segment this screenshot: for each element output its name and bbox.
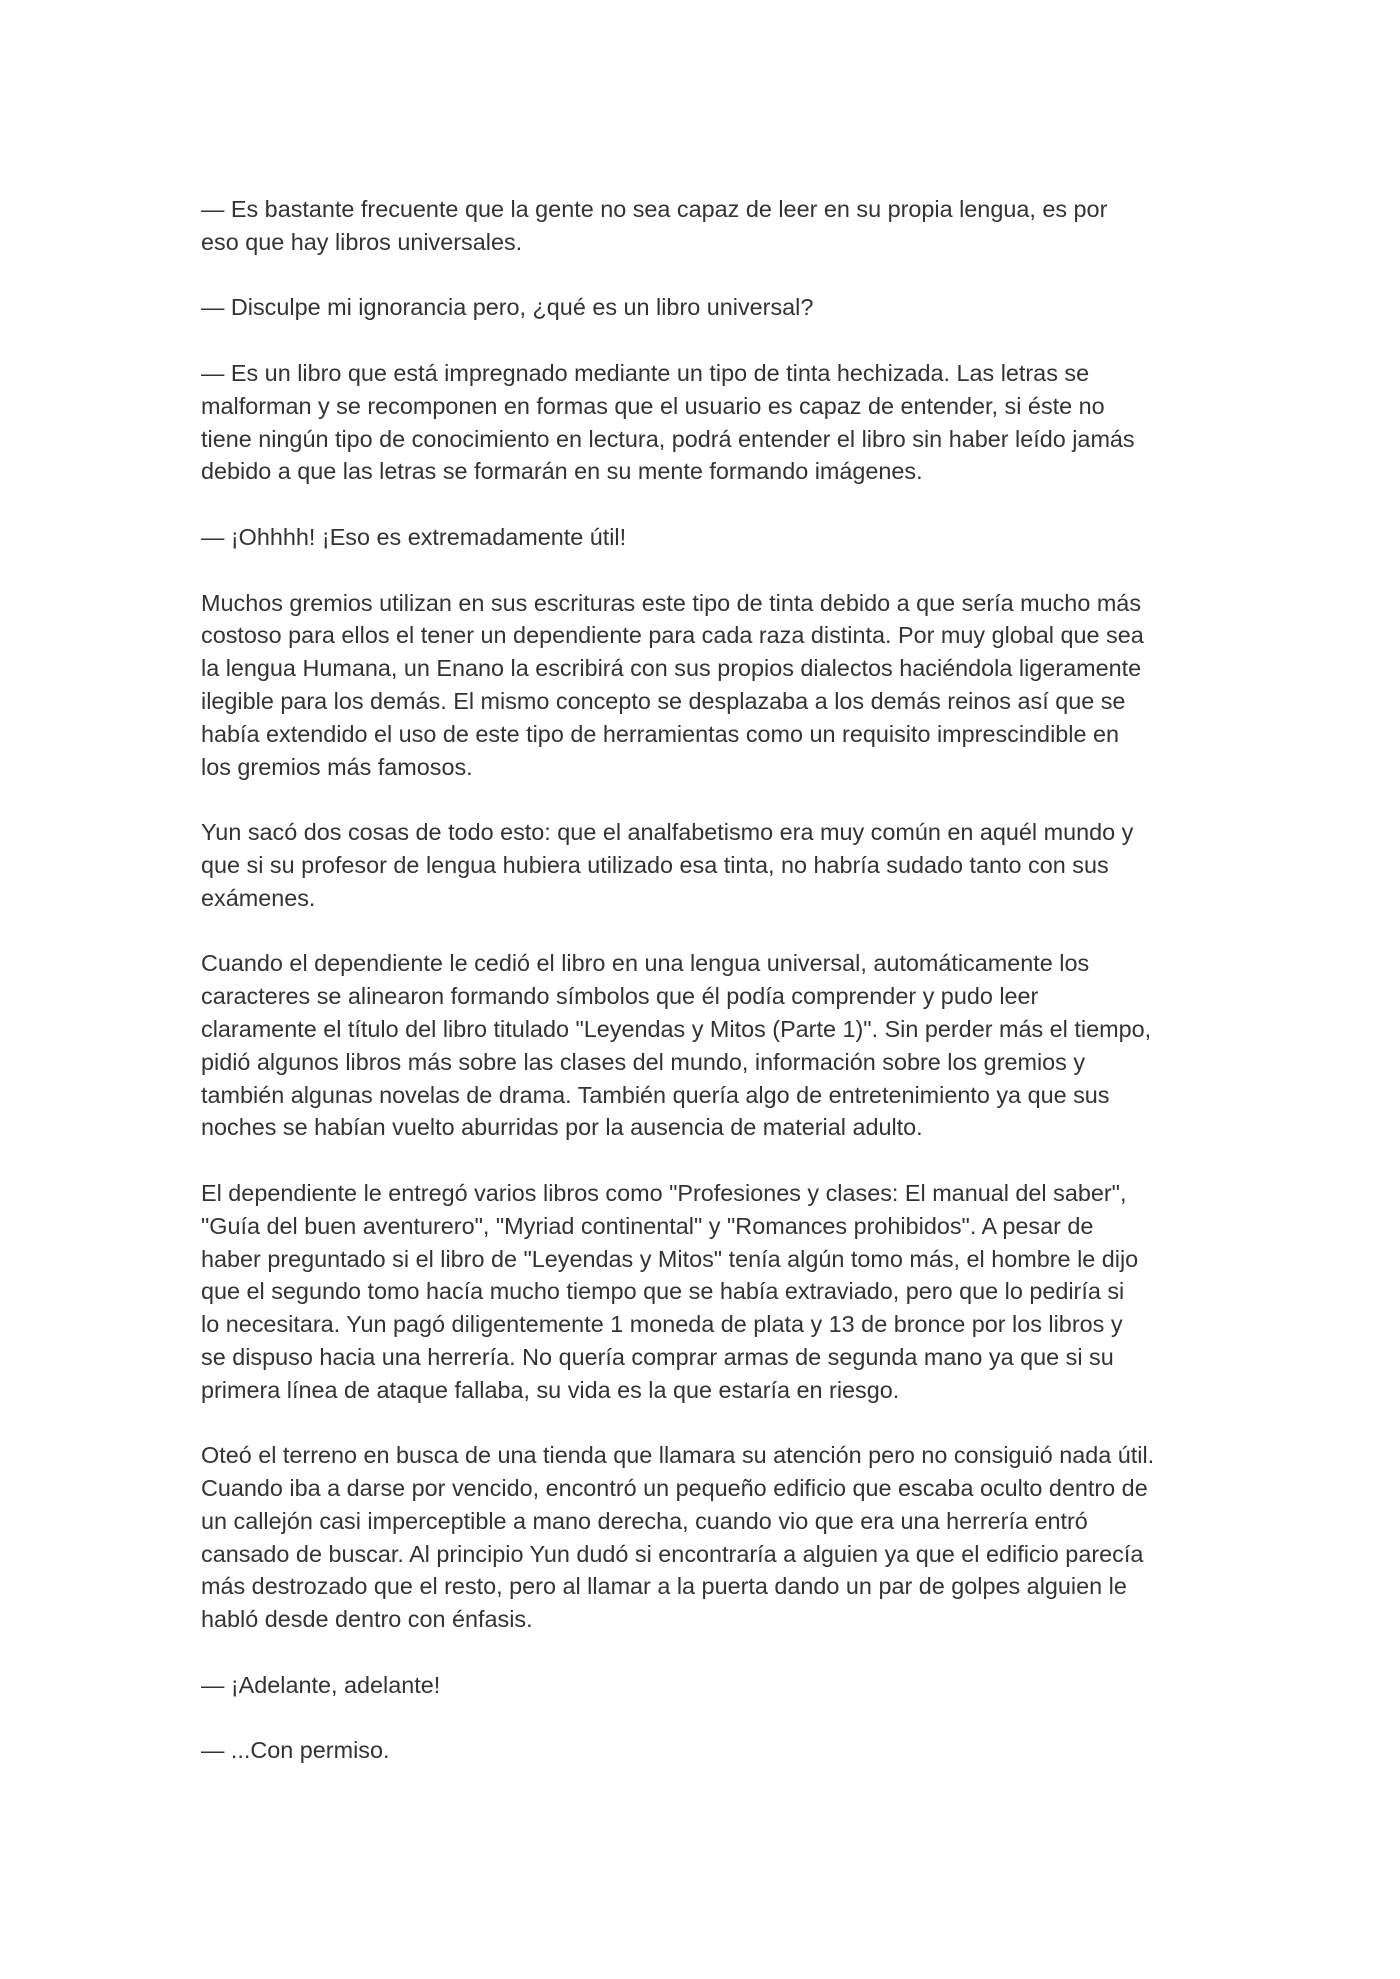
paragraph-dialogue-1: — Es bastante frecuente que la gente no sea capaz de leer en su propia lengua, es por eso que hay libros universales. [201, 196, 1108, 255]
paragraph-dialogue-2: — Disculpe mi ignorancia pero, ¿qué es un libro universal? [201, 294, 814, 321]
paragraph-dialogue-4: — ¡Ohhhh! ¡Eso es extremadamente útil! [201, 523, 627, 550]
paragraph-dialogue-5: — ¡Adelante, adelante! [201, 1671, 441, 1698]
paragraph-dialogue-6: — ...Con permiso. [201, 1737, 390, 1764]
paragraph-narration-1: Muchos gremios utilizan en sus escrituras este tipo de tinta debido a que sería mucho más costoso para ellos el tener un dependiente para cada raza distinta. Por muy global que sea la lengua Humana, un Enano la escribirá con sus propios dialectos haciéndola ligeramente ilegible para los demás. El mismo concepto se desplazaba a los demás reinos así que se había extendido el uso de este tipo de herramientas como un requisito imprescindible en los gremios más famosos. [201, 589, 1144, 780]
paragraph-narration-2: Yun sacó dos cosas de todo esto: que el analfabetismo era muy común en aquél mundo y que si su profesor de lengua hubiera utilizado esa tinta, no habría sudado tanto con sus exámenes. [201, 819, 1134, 911]
paragraph-narration-4: El dependiente le entregó varios libros como "Profesiones y clases: El manual del saber", "Guía del buen aventurero", "Myriad continental" y "Romances prohibidos". A pesar de haber preguntado si el libro de "Leyendas y Mitos" tenía algún tomo más, el hombre le dijo que el segundo tomo hacía mucho tiempo que se había extraviado, pero que lo pediría si lo necesitara. Yun pagó diligentemente 1 moneda de plata y 13 de bronce por los libros y se dispuso hacia una herrería. No quería comprar armas de segunda mano ya que si su primera línea de ataque fallaba, su vida es la que estaría en riesgo. [201, 1179, 1139, 1403]
paragraph-narration-5: Oteó el terreno en busca de una tienda que llamara su atención pero no consiguió nada útil. Cuando iba a darse por vencido, encontró un pequeño edificio que escaba oculto dentro de un callejón casi imperceptible a mano derecha, cuando vio que era una herrería entró cansado de buscar. Al principio Yun dudó si encontraría a alguien ya que el edificio parecía más destrozado que el resto, pero al llamar a la puerta dando un par de golpes alguien le habló desde dentro con énfasis. [201, 1442, 1155, 1633]
paragraph-dialogue-3: — Es un libro que está impregnado mediante un tipo de tinta hechizada. Las letras se malforman y se recomponen en formas que el usuario es capaz de entender, si éste no tiene ningún tipo de conocimiento en lectura, podrá entender el libro sin haber leído jamás debido a que las letras se formarán en su mente formando imágenes. [201, 359, 1135, 485]
document-body [201, 193, 1211, 1767]
paragraph-narration-3: Cuando el dependiente le cedió el libro en una lengua universal, automáticamente los caracteres se alinearon formando símbolos que él podía comprender y pudo leer claramente el título del libro titulado "Leyendas y Mitos (Parte 1)". Sin perder más el tiempo, pidió algunos libros más sobre las clases del mundo, información sobre los gremios y también algunas novelas de drama. También quería algo de entretenimiento ya que sus noches se habían vuelto aburridas por la ausencia de material adulto. [201, 950, 1152, 1141]
